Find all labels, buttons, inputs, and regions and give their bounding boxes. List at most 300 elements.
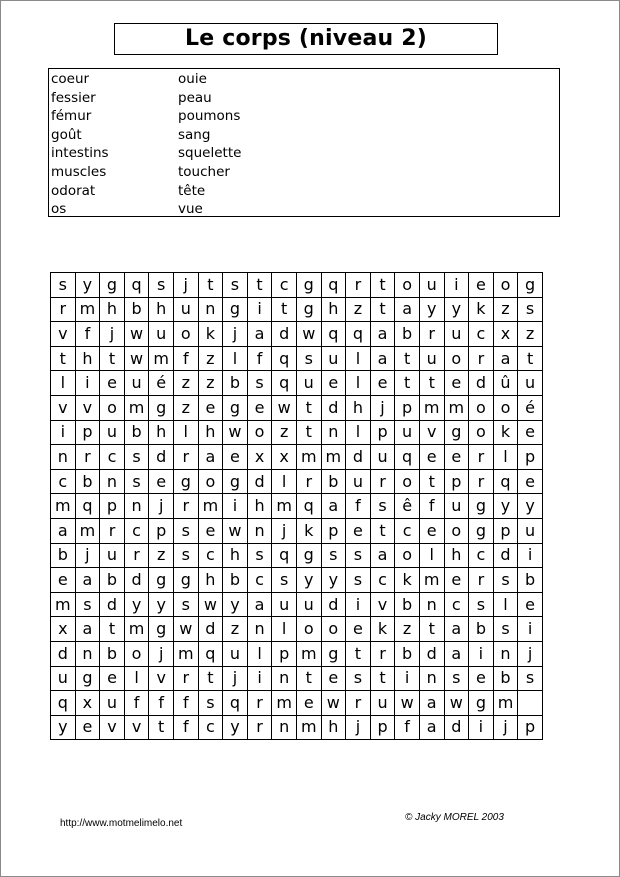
- grid-cell[interactable]: p: [321, 518, 346, 543]
- grid-cell[interactable]: o: [247, 420, 272, 445]
- grid-cell[interactable]: v: [419, 420, 444, 445]
- grid-cell[interactable]: o: [493, 273, 518, 298]
- grid-cell[interactable]: j: [173, 273, 198, 298]
- grid-cell[interactable]: r: [346, 273, 371, 298]
- grid-cell[interactable]: é: [149, 371, 174, 396]
- grid-cell[interactable]: z: [198, 371, 223, 396]
- grid-cell[interactable]: t: [198, 273, 223, 298]
- grid-cell[interactable]: e: [444, 568, 469, 593]
- grid-cell[interactable]: w: [223, 420, 248, 445]
- grid-cell[interactable]: w: [444, 691, 469, 716]
- grid-cell[interactable]: m: [419, 395, 444, 420]
- grid-cell[interactable]: o: [444, 518, 469, 543]
- grid-cell[interactable]: s: [173, 592, 198, 617]
- grid-cell[interactable]: g: [296, 297, 321, 322]
- grid-cell[interactable]: w: [124, 322, 149, 347]
- grid-cell[interactable]: w: [124, 346, 149, 371]
- grid-cell[interactable]: w: [223, 518, 248, 543]
- grid-cell[interactable]: e: [444, 371, 469, 396]
- grid-cell[interactable]: s: [272, 568, 297, 593]
- grid-cell[interactable]: z: [518, 322, 543, 347]
- grid-cell[interactable]: t: [518, 346, 543, 371]
- grid-cell[interactable]: k: [493, 420, 518, 445]
- grid-cell[interactable]: t: [198, 666, 223, 691]
- grid-cell[interactable]: a: [75, 568, 100, 593]
- grid-cell[interactable]: h: [198, 568, 223, 593]
- grid-cell[interactable]: d: [247, 469, 272, 494]
- grid-cell[interactable]: g: [223, 395, 248, 420]
- grid-cell[interactable]: w: [272, 395, 297, 420]
- grid-cell[interactable]: e: [419, 518, 444, 543]
- grid-cell[interactable]: q: [321, 322, 346, 347]
- grid-cell[interactable]: q: [346, 322, 371, 347]
- grid-cell[interactable]: t: [296, 395, 321, 420]
- grid-cell[interactable]: o: [469, 395, 494, 420]
- grid-cell[interactable]: s: [518, 297, 543, 322]
- grid-cell[interactable]: c: [444, 592, 469, 617]
- grid-cell[interactable]: s: [198, 691, 223, 716]
- grid-cell[interactable]: m: [296, 641, 321, 666]
- grid-cell[interactable]: t: [419, 469, 444, 494]
- grid-cell[interactable]: e: [51, 568, 76, 593]
- grid-cell[interactable]: l: [173, 420, 198, 445]
- grid-cell[interactable]: n: [51, 445, 76, 470]
- grid-cell[interactable]: j: [223, 666, 248, 691]
- grid-cell[interactable]: r: [469, 568, 494, 593]
- grid-cell[interactable]: c: [370, 568, 395, 593]
- grid-cell[interactable]: b: [75, 469, 100, 494]
- grid-cell[interactable]: p: [272, 641, 297, 666]
- grid-cell[interactable]: y: [223, 592, 248, 617]
- grid-cell[interactable]: u: [100, 543, 125, 568]
- grid-cell[interactable]: m: [51, 494, 76, 519]
- grid-cell[interactable]: e: [198, 518, 223, 543]
- grid-cell[interactable]: i: [518, 543, 543, 568]
- grid-cell[interactable]: j: [223, 322, 248, 347]
- grid-cell[interactable]: g: [100, 273, 125, 298]
- grid-cell[interactable]: m: [321, 445, 346, 470]
- grid-cell[interactable]: f: [173, 715, 198, 740]
- grid-cell[interactable]: m: [124, 395, 149, 420]
- grid-cell[interactable]: v: [51, 322, 76, 347]
- grid-cell[interactable]: a: [75, 617, 100, 642]
- grid-cell[interactable]: w: [198, 592, 223, 617]
- grid-cell[interactable]: t: [419, 617, 444, 642]
- grid-cell[interactable]: o: [469, 420, 494, 445]
- grid-cell[interactable]: k: [395, 568, 420, 593]
- grid-cell[interactable]: a: [51, 518, 76, 543]
- grid-cell[interactable]: t: [296, 420, 321, 445]
- grid-cell[interactable]: q: [51, 691, 76, 716]
- grid-cell[interactable]: t: [370, 518, 395, 543]
- grid-cell[interactable]: e: [321, 666, 346, 691]
- grid-cell[interactable]: s: [124, 469, 149, 494]
- grid-cell[interactable]: e: [469, 273, 494, 298]
- grid-cell[interactable]: r: [247, 691, 272, 716]
- grid-cell[interactable]: p: [518, 445, 543, 470]
- grid-cell[interactable]: b: [518, 568, 543, 593]
- grid-cell[interactable]: a: [493, 346, 518, 371]
- grid-cell[interactable]: f: [419, 494, 444, 519]
- grid-cell[interactable]: a: [370, 346, 395, 371]
- grid-cell[interactable]: u: [100, 420, 125, 445]
- grid-cell[interactable]: s: [124, 445, 149, 470]
- grid-cell[interactable]: m: [272, 494, 297, 519]
- grid-cell[interactable]: j: [272, 518, 297, 543]
- grid-cell[interactable]: u: [444, 322, 469, 347]
- grid-cell[interactable]: v: [100, 715, 125, 740]
- grid-cell[interactable]: e: [469, 666, 494, 691]
- grid-cell[interactable]: r: [173, 666, 198, 691]
- grid-cell[interactable]: v: [370, 592, 395, 617]
- grid-cell[interactable]: z: [223, 617, 248, 642]
- grid-cell[interactable]: r: [370, 469, 395, 494]
- grid-cell[interactable]: m: [272, 691, 297, 716]
- grid-cell[interactable]: m: [419, 568, 444, 593]
- grid-cell[interactable]: g: [173, 469, 198, 494]
- grid-cell[interactable]: h: [444, 543, 469, 568]
- grid-cell[interactable]: r: [419, 322, 444, 347]
- grid-cell[interactable]: z: [173, 371, 198, 396]
- grid-cell[interactable]: g: [223, 469, 248, 494]
- grid-cell[interactable]: m: [444, 395, 469, 420]
- grid-cell[interactable]: e: [75, 715, 100, 740]
- grid-cell[interactable]: e: [100, 371, 125, 396]
- grid-cell[interactable]: n: [247, 518, 272, 543]
- grid-cell[interactable]: u: [51, 666, 76, 691]
- grid-cell[interactable]: f: [124, 691, 149, 716]
- grid-cell[interactable]: a: [247, 592, 272, 617]
- grid-cell[interactable]: z: [173, 395, 198, 420]
- grid-cell[interactable]: u: [173, 297, 198, 322]
- grid-cell[interactable]: t: [370, 297, 395, 322]
- grid-cell[interactable]: u: [518, 371, 543, 396]
- grid-cell[interactable]: i: [223, 494, 248, 519]
- grid-cell[interactable]: m: [75, 518, 100, 543]
- grid-cell[interactable]: s: [51, 273, 76, 298]
- grid-cell[interactable]: k: [469, 297, 494, 322]
- grid-cell[interactable]: u: [149, 322, 174, 347]
- grid-cell[interactable]: e: [518, 469, 543, 494]
- grid-cell[interactable]: t: [100, 346, 125, 371]
- grid-cell[interactable]: y: [518, 494, 543, 519]
- grid-cell[interactable]: e: [370, 371, 395, 396]
- grid-cell[interactable]: y: [124, 592, 149, 617]
- grid-cell[interactable]: j: [518, 641, 543, 666]
- grid-cell[interactable]: i: [469, 641, 494, 666]
- grid-cell[interactable]: f: [173, 691, 198, 716]
- grid-cell[interactable]: z: [272, 420, 297, 445]
- grid-cell[interactable]: y: [75, 273, 100, 298]
- grid-cell[interactable]: s: [223, 273, 248, 298]
- grid-cell[interactable]: t: [272, 297, 297, 322]
- grid-cell[interactable]: z: [198, 346, 223, 371]
- grid-cell[interactable]: r: [469, 445, 494, 470]
- grid-cell[interactable]: u: [370, 691, 395, 716]
- grid-cell[interactable]: o: [321, 617, 346, 642]
- grid-cell[interactable]: n: [272, 715, 297, 740]
- grid-cell[interactable]: l: [493, 592, 518, 617]
- grid-cell[interactable]: p: [149, 518, 174, 543]
- grid-cell[interactable]: h: [247, 494, 272, 519]
- grid-cell[interactable]: l: [51, 371, 76, 396]
- grid-cell[interactable]: w: [321, 691, 346, 716]
- grid-cell[interactable]: v: [124, 715, 149, 740]
- grid-cell[interactable]: g: [75, 666, 100, 691]
- grid-cell[interactable]: j: [100, 322, 125, 347]
- grid-cell[interactable]: b: [469, 617, 494, 642]
- grid-cell[interactable]: u: [296, 592, 321, 617]
- grid-cell[interactable]: b: [395, 641, 420, 666]
- grid-cell[interactable]: y: [149, 592, 174, 617]
- grid-cell[interactable]: q: [321, 273, 346, 298]
- grid-cell[interactable]: e: [100, 666, 125, 691]
- grid-cell[interactable]: r: [469, 346, 494, 371]
- grid-cell[interactable]: q: [272, 371, 297, 396]
- grid-cell[interactable]: e: [346, 617, 371, 642]
- grid-cell[interactable]: u: [395, 420, 420, 445]
- grid-cell[interactable]: x: [247, 445, 272, 470]
- grid-cell[interactable]: c: [395, 518, 420, 543]
- grid-cell[interactable]: c: [198, 543, 223, 568]
- grid-cell[interactable]: y: [419, 297, 444, 322]
- grid-cell[interactable]: n: [100, 469, 125, 494]
- grid-cell[interactable]: n: [419, 592, 444, 617]
- grid-cell[interactable]: o: [198, 469, 223, 494]
- grid-cell[interactable]: z: [395, 617, 420, 642]
- grid-cell[interactable]: d: [100, 592, 125, 617]
- grid-cell[interactable]: h: [149, 297, 174, 322]
- grid-cell[interactable]: o: [395, 543, 420, 568]
- grid-cell[interactable]: l: [272, 617, 297, 642]
- grid-cell[interactable]: l: [272, 469, 297, 494]
- grid-cell[interactable]: u: [370, 445, 395, 470]
- grid-cell[interactable]: u: [419, 273, 444, 298]
- grid-cell[interactable]: m: [198, 494, 223, 519]
- grid-cell[interactable]: g: [223, 297, 248, 322]
- grid-cell[interactable]: g: [173, 568, 198, 593]
- grid-cell[interactable]: u: [223, 641, 248, 666]
- grid-cell[interactable]: o: [100, 395, 125, 420]
- grid-cell[interactable]: y: [493, 494, 518, 519]
- grid-cell[interactable]: e: [518, 592, 543, 617]
- grid-cell[interactable]: i: [247, 666, 272, 691]
- grid-cell[interactable]: l: [346, 346, 371, 371]
- grid-cell[interactable]: f: [395, 715, 420, 740]
- grid-cell[interactable]: i: [444, 273, 469, 298]
- grid-cell[interactable]: k: [370, 617, 395, 642]
- grid-cell[interactable]: y: [296, 568, 321, 593]
- grid-cell[interactable]: u: [346, 469, 371, 494]
- grid-cell[interactable]: g: [149, 617, 174, 642]
- grid-cell[interactable]: r: [100, 518, 125, 543]
- grid-cell[interactable]: i: [346, 592, 371, 617]
- grid-cell[interactable]: s: [247, 543, 272, 568]
- grid-cell[interactable]: i: [51, 420, 76, 445]
- grid-cell[interactable]: o: [493, 395, 518, 420]
- grid-cell[interactable]: o: [296, 617, 321, 642]
- grid-cell[interactable]: y: [51, 715, 76, 740]
- grid-cell[interactable]: w: [395, 691, 420, 716]
- grid-cell[interactable]: r: [75, 445, 100, 470]
- grid-cell[interactable]: o: [124, 641, 149, 666]
- grid-cell[interactable]: h: [100, 297, 125, 322]
- grid-cell[interactable]: s: [444, 666, 469, 691]
- grid-cell[interactable]: x: [493, 322, 518, 347]
- grid-cell[interactable]: d: [321, 592, 346, 617]
- grid-cell[interactable]: j: [149, 494, 174, 519]
- grid-cell[interactable]: j: [149, 641, 174, 666]
- grid-cell[interactable]: r: [469, 469, 494, 494]
- grid-cell[interactable]: i: [75, 371, 100, 396]
- grid-cell[interactable]: a: [419, 691, 444, 716]
- grid-cell[interactable]: r: [247, 715, 272, 740]
- grid-cell[interactable]: m: [296, 715, 321, 740]
- grid-cell[interactable]: x: [51, 617, 76, 642]
- grid-cell[interactable]: p: [370, 715, 395, 740]
- grid-cell[interactable]: i: [518, 617, 543, 642]
- grid-cell[interactable]: k: [198, 322, 223, 347]
- grid-cell[interactable]: b: [321, 469, 346, 494]
- grid-cell[interactable]: ê: [395, 494, 420, 519]
- grid-cell[interactable]: o: [173, 322, 198, 347]
- grid-cell[interactable]: a: [444, 641, 469, 666]
- grid-cell[interactable]: f: [75, 322, 100, 347]
- grid-cell[interactable]: g: [321, 641, 346, 666]
- grid-cell[interactable]: x: [75, 691, 100, 716]
- grid-cell[interactable]: j: [370, 395, 395, 420]
- grid-cell[interactable]: n: [493, 641, 518, 666]
- grid-cell[interactable]: o: [395, 469, 420, 494]
- grid-cell[interactable]: l: [346, 420, 371, 445]
- grid-cell[interactable]: h: [223, 543, 248, 568]
- grid-cell[interactable]: t: [51, 346, 76, 371]
- grid-cell[interactable]: a: [321, 494, 346, 519]
- grid-cell[interactable]: d: [198, 617, 223, 642]
- grid-cell[interactable]: o: [395, 273, 420, 298]
- grid-cell[interactable]: y: [223, 715, 248, 740]
- grid-cell[interactable]: t: [247, 273, 272, 298]
- grid-cell[interactable]: [518, 691, 543, 716]
- grid-cell[interactable]: q: [124, 273, 149, 298]
- grid-cell[interactable]: t: [395, 346, 420, 371]
- grid-cell[interactable]: b: [124, 297, 149, 322]
- grid-cell[interactable]: s: [493, 617, 518, 642]
- grid-cell[interactable]: y: [321, 568, 346, 593]
- grid-cell[interactable]: g: [296, 273, 321, 298]
- grid-cell[interactable]: e: [296, 691, 321, 716]
- grid-cell[interactable]: p: [100, 494, 125, 519]
- grid-cell[interactable]: b: [51, 543, 76, 568]
- grid-cell[interactable]: b: [124, 420, 149, 445]
- grid-cell[interactable]: n: [247, 617, 272, 642]
- grid-cell[interactable]: s: [296, 346, 321, 371]
- grid-cell[interactable]: d: [346, 445, 371, 470]
- grid-cell[interactable]: d: [124, 568, 149, 593]
- grid-cell[interactable]: e: [419, 445, 444, 470]
- grid-cell[interactable]: b: [493, 666, 518, 691]
- grid-cell[interactable]: m: [75, 297, 100, 322]
- grid-cell[interactable]: h: [75, 346, 100, 371]
- grid-cell[interactable]: e: [247, 395, 272, 420]
- grid-cell[interactable]: m: [173, 641, 198, 666]
- grid-cell[interactable]: d: [272, 322, 297, 347]
- grid-cell[interactable]: r: [296, 469, 321, 494]
- grid-cell[interactable]: s: [75, 592, 100, 617]
- grid-cell[interactable]: c: [51, 469, 76, 494]
- grid-cell[interactable]: d: [149, 445, 174, 470]
- grid-cell[interactable]: r: [173, 494, 198, 519]
- grid-cell[interactable]: v: [51, 395, 76, 420]
- grid-cell[interactable]: b: [223, 371, 248, 396]
- grid-cell[interactable]: j: [346, 715, 371, 740]
- grid-cell[interactable]: n: [75, 641, 100, 666]
- grid-cell[interactable]: q: [493, 469, 518, 494]
- grid-cell[interactable]: u: [100, 691, 125, 716]
- grid-cell[interactable]: q: [75, 494, 100, 519]
- grid-cell[interactable]: a: [419, 715, 444, 740]
- grid-cell[interactable]: s: [370, 494, 395, 519]
- grid-cell[interactable]: a: [370, 322, 395, 347]
- grid-cell[interactable]: s: [247, 371, 272, 396]
- grid-cell[interactable]: n: [321, 420, 346, 445]
- grid-cell[interactable]: g: [469, 518, 494, 543]
- grid-cell[interactable]: w: [173, 617, 198, 642]
- grid-cell[interactable]: n: [272, 666, 297, 691]
- grid-cell[interactable]: g: [518, 273, 543, 298]
- grid-cell[interactable]: z: [493, 297, 518, 322]
- grid-cell[interactable]: m: [149, 346, 174, 371]
- grid-cell[interactable]: g: [296, 543, 321, 568]
- grid-cell[interactable]: e: [321, 371, 346, 396]
- grid-cell[interactable]: u: [296, 371, 321, 396]
- grid-cell[interactable]: t: [370, 666, 395, 691]
- grid-cell[interactable]: s: [346, 568, 371, 593]
- grid-cell[interactable]: p: [370, 420, 395, 445]
- grid-cell[interactable]: f: [346, 494, 371, 519]
- grid-cell[interactable]: h: [198, 420, 223, 445]
- grid-cell[interactable]: t: [100, 617, 125, 642]
- grid-cell[interactable]: h: [321, 715, 346, 740]
- grid-cell[interactable]: c: [469, 543, 494, 568]
- grid-cell[interactable]: j: [493, 715, 518, 740]
- grid-cell[interactable]: z: [346, 297, 371, 322]
- grid-cell[interactable]: t: [419, 371, 444, 396]
- grid-cell[interactable]: v: [75, 395, 100, 420]
- grid-cell[interactable]: s: [173, 543, 198, 568]
- grid-cell[interactable]: q: [198, 641, 223, 666]
- grid-cell[interactable]: b: [223, 568, 248, 593]
- grid-cell[interactable]: b: [395, 322, 420, 347]
- grid-cell[interactable]: g: [469, 691, 494, 716]
- grid-cell[interactable]: g: [469, 494, 494, 519]
- grid-cell[interactable]: a: [395, 297, 420, 322]
- grid-cell[interactable]: u: [444, 494, 469, 519]
- grid-cell[interactable]: f: [247, 346, 272, 371]
- grid-cell[interactable]: u: [321, 346, 346, 371]
- grid-cell[interactable]: i: [395, 666, 420, 691]
- grid-cell[interactable]: p: [444, 469, 469, 494]
- grid-cell[interactable]: i: [247, 297, 272, 322]
- grid-cell[interactable]: d: [321, 395, 346, 420]
- grid-cell[interactable]: v: [149, 666, 174, 691]
- grid-cell[interactable]: c: [198, 715, 223, 740]
- grid-cell[interactable]: e: [346, 518, 371, 543]
- grid-cell[interactable]: c: [247, 568, 272, 593]
- grid-cell[interactable]: e: [223, 445, 248, 470]
- grid-cell[interactable]: l: [346, 371, 371, 396]
- grid-cell[interactable]: r: [346, 691, 371, 716]
